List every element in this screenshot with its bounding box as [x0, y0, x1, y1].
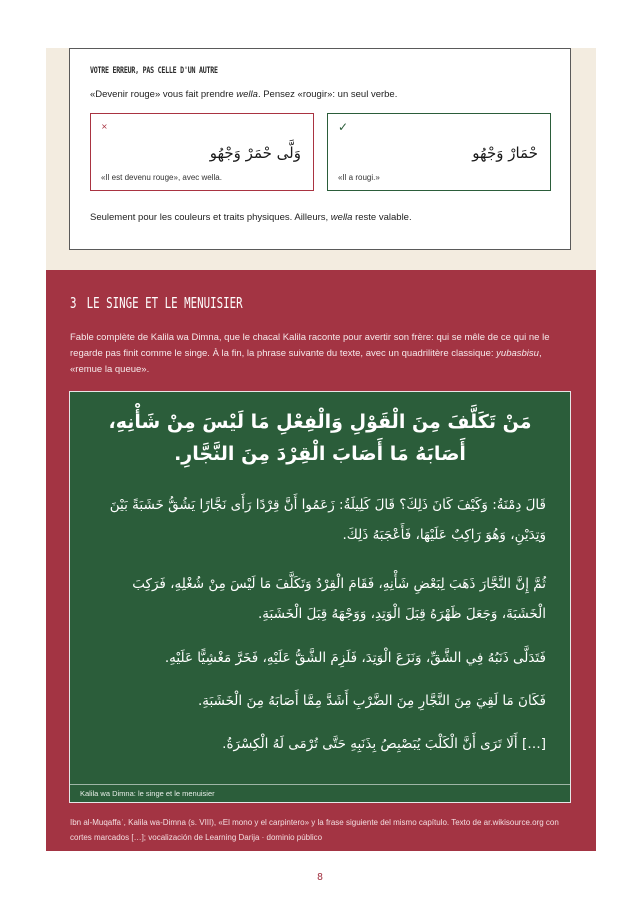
section-number: 3	[70, 294, 77, 312]
section-intro: Fable complète de Kalila wa Dimna, que le chacal Kalila raconte pour avertir son frère: qui se mêle de ce qui ne le regarde pas finit comme le singe. À la fin, la phrase suivante du texte, avec un quadrilitère classique: yubasbisu, «remue la queue».	[70, 332, 550, 375]
fable-text-board	[69, 391, 571, 803]
check-icon: ✓	[338, 120, 349, 134]
card-note: Seulement pour les couleurs et traits physiques. Ailleurs, wella reste valable.	[90, 212, 412, 223]
page-number: 8	[316, 872, 324, 883]
fable-paragraph: فَكَانَ مَا لَقِيَ مِنَ النَّجَّارِ مِنَ الضَّرْبِ أَشَدَّ مِمَّا أَصَابَهُ مِنَ الْخَشَبَةِ.	[197, 693, 546, 709]
wrong-arabic-phrase: وَلَّى حْمَرْ وَجْهُو	[209, 144, 301, 162]
board-caption: Kalila wa Dimna: le singe et le menuisier	[70, 784, 570, 803]
wrong-example-box	[90, 113, 314, 191]
card-title: VOTRE ERREUR, PAS CELLE D'UN AUTRE	[90, 66, 218, 76]
correct-example-box	[327, 113, 551, 191]
cross-icon: ×	[101, 122, 108, 131]
section-title: LE SINGE ET LE MENUISIER	[86, 294, 243, 312]
correct-arabic-phrase: حْمَارْ وَجْهُو	[472, 144, 538, 162]
card-intro: «Devenir rouge» vous fait prendre wella. Pensez «rougir»: un seul verbe.	[90, 89, 398, 100]
fable-paragraph: قَالَ دِمْنَةُ: وَكَيْفَ كَانَ ذَلِكَ؟ قَالَ كَلِيلَةُ: زَعَمُوا أَنَّ قِرْدًا رَأَى نَجَّارًا يَشُقُّ خَشَبَةً بَيْنَ وَتِدَيْنِ، وَهُوَ رَاكِبٌ عَلَيْهَا، فَأَعْجَبَهُ ذَلِكَ.	[109, 497, 546, 543]
wrong-gloss: «Il est devenu rouge», avec wella.	[101, 173, 222, 182]
error-tip-card	[69, 48, 571, 250]
correct-gloss: «Il a rougi.»	[338, 173, 380, 182]
source-citation: Ibn al-Muqaffaʿ, Kalila wa-Dimna (s. VIII), «El mono y el carpintero» y la frase siguiente del mismo capítulo. Texto de ar.wikisource.org con cortes marcados […]; vocalización de Learning Darija · dominio público	[70, 818, 559, 842]
section-heading	[70, 294, 243, 312]
fable-paragraph: […] أَلَا تَرَى أَنَّ الْكَلْبَ يُبَصْبِصُ بِذَنَبِهِ حَتَّى تُرْمَى لَهُ الْكِسْرَةُ.	[222, 736, 546, 752]
fable-paragraph: ثُمَّ إِنَّ النَّجَّارَ ذَهَبَ لِبَعْضِ شَأْنِهِ، فَقَامَ الْقِرْدُ وَتَكَلَّفَ مَا لَيْسَ مِنْ شُغْلِهِ، فَرَكِبَ الْخَشَبَةَ، وَجَعَلَ ظَهْرَهُ قِبَلَ الْوَتِدِ، وَوَجْهَهُ قِبَلَ الْخَشَبَةِ.	[132, 576, 546, 622]
fable-moral-title: مَنْ تَكَلَّفَ مِنَ الْقَوْلِ وَالْفِعْلِ مَا لَيْسَ مِنْ شَأْنِهِ، أَصَابَهُ مَا أَصَابَ الْقِرْدَ مِنَ النَّجَّارِ.	[108, 411, 532, 465]
fable-paragraph: فَتَدَلَّى ذَنَبُهُ فِي الشَّقِّ، وَنَزَعَ الْوَتِدَ، فَلَزِمَ الشَّقُّ عَلَيْهِ، فَخَرَّ مَغْشِيًّا عَلَيْهِ.	[164, 650, 546, 666]
